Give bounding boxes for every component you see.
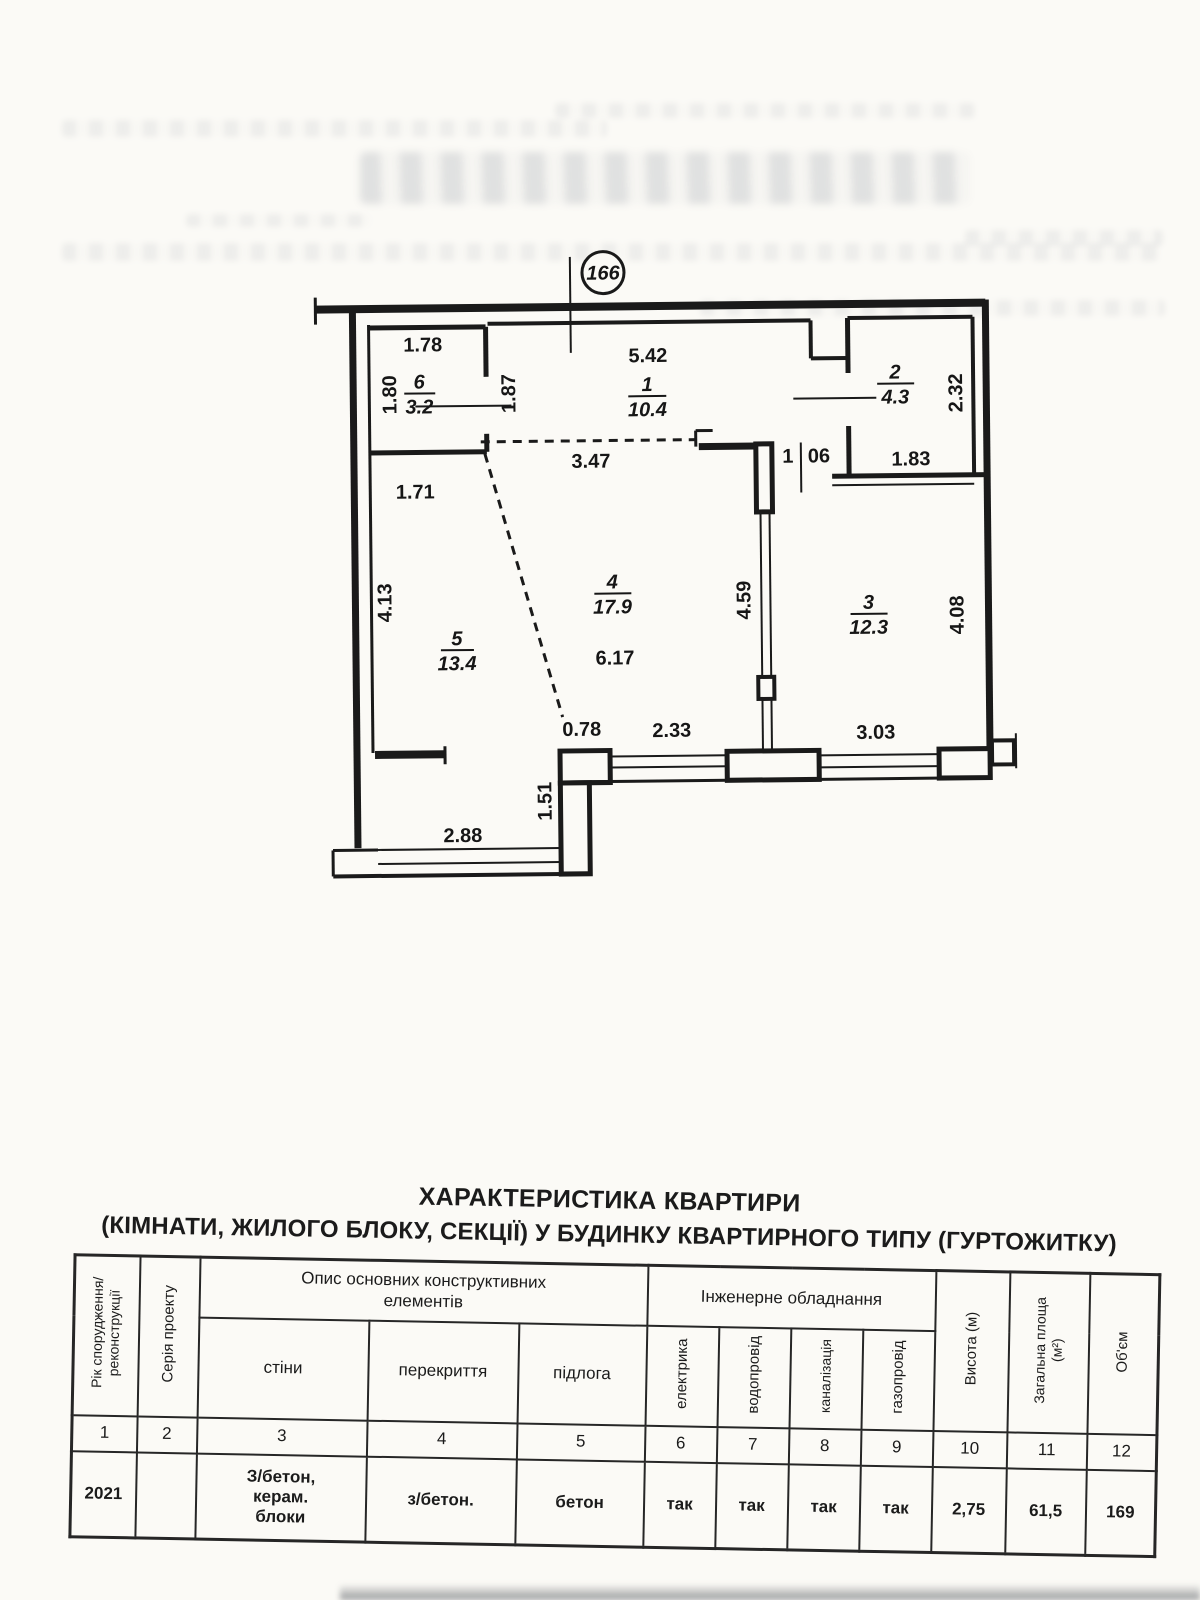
header-water: водопровід <box>717 1327 791 1428</box>
col-number-12: 12 <box>1086 1433 1157 1470</box>
dim-4-13: 4.13 <box>374 583 397 623</box>
col-number-6: 6 <box>644 1425 717 1462</box>
header-group-construction: Опис основних конструктивних елементів <box>199 1257 648 1325</box>
value-ceiling: з/бетон. <box>365 1456 517 1545</box>
room-1-area: 10.4 <box>627 398 668 422</box>
col-number-7: 7 <box>716 1427 789 1464</box>
header-year: Рік спорудження/ реконструкції <box>72 1255 140 1416</box>
dim-6-17: 6.17 <box>595 647 635 670</box>
room-4-area: 17.9 <box>592 596 633 619</box>
value-walls: З/бетон, керам. блоки <box>195 1453 367 1542</box>
dim-1-83: 1.83 <box>891 448 931 471</box>
value-sewer: так <box>787 1464 861 1551</box>
characteristics-section <box>53 1176 1159 1558</box>
dim-2-88: 2.88 <box>443 824 483 848</box>
characteristics-table <box>68 1253 1161 1558</box>
characteristics-title-line2: (КІМНАТИ, ЖИЛОГО БЛОКУ, СЕКЦІЇ) У БУДИНКУ КВАРТИРНОГО ТИПУ (ГУРТОЖИТКУ) <box>100 1211 1118 1258</box>
dim-0-78: 0.78 <box>562 718 602 742</box>
header-height: Висота (м) <box>933 1271 1010 1432</box>
section-mark-number: 166 <box>586 262 620 285</box>
room-6-area: 3.2 <box>405 396 434 419</box>
room-2-area: 4.3 <box>881 386 910 409</box>
room-4-number: 4 <box>606 571 618 594</box>
dim-4-08: 4.08 <box>946 595 969 635</box>
room-1-number: 1 <box>641 374 653 397</box>
header-electric: електрика <box>645 1325 719 1426</box>
room-2-number: 2 <box>889 361 901 384</box>
dim-1-06-frac: 06 <box>807 445 831 468</box>
characteristics-title-line1: ХАРАКТЕРИСТИКА КВАРТИРИ <box>418 1182 801 1218</box>
col-number-4: 4 <box>366 1420 517 1459</box>
value-water: так <box>715 1463 789 1550</box>
value-height: 2,75 <box>931 1467 1007 1554</box>
col-number-3: 3 <box>196 1417 367 1456</box>
scan-edge-shadow <box>340 1584 1200 1600</box>
room-fraction-bars <box>404 383 917 650</box>
dim-1-87: 1.87 <box>498 373 521 414</box>
room-5-area: 13.4 <box>437 652 477 676</box>
header-floor: підлога <box>517 1323 647 1425</box>
col-number-11: 11 <box>1006 1432 1087 1469</box>
col-number-9: 9 <box>860 1429 933 1466</box>
col-number-10: 10 <box>932 1431 1007 1468</box>
room-3-number: 3 <box>862 591 875 614</box>
value-floor: бетон <box>515 1459 645 1547</box>
value-year: 2021 <box>70 1451 137 1538</box>
header-sewer: каналізація <box>789 1328 863 1429</box>
dim-1-06-int: 1 <box>782 445 794 468</box>
dim-2-33: 2.33 <box>652 719 692 743</box>
value-volume: 169 <box>1085 1469 1157 1556</box>
dim-5-42: 5.42 <box>628 344 668 368</box>
dim-3-47: 3.47 <box>571 450 611 473</box>
dim-1-71: 1.71 <box>395 481 435 504</box>
dim-3-03: 3.03 <box>856 721 896 744</box>
header-total-area: Загальна площа (м²) <box>1007 1272 1090 1433</box>
dim-4-59: 4.59 <box>733 580 756 620</box>
room-5-number: 5 <box>451 628 463 651</box>
col-number-2: 2 <box>136 1416 197 1453</box>
header-volume: Об'єм <box>1087 1273 1160 1434</box>
value-gas: так <box>859 1465 933 1552</box>
header-ceiling: перекриття <box>367 1320 519 1423</box>
header-walls: стіни <box>197 1317 369 1420</box>
value-electric: так <box>643 1461 717 1548</box>
col-number-8: 8 <box>788 1428 861 1465</box>
dim-1-78: 1.78 <box>403 334 443 357</box>
value-area: 61,5 <box>1005 1468 1087 1555</box>
dim-2-32: 2.32 <box>945 373 968 413</box>
header-group-engineering: Інженерне обладнання <box>647 1265 936 1330</box>
room-6-number: 6 <box>413 371 425 394</box>
header-gas: газопровід <box>861 1329 935 1430</box>
value-series <box>135 1452 197 1539</box>
dim-1-80: 1.80 <box>379 375 402 415</box>
room-3-area: 12.3 <box>849 616 889 640</box>
dim-1-51: 1.51 <box>534 781 557 821</box>
header-series: Серія проекту <box>137 1256 200 1417</box>
col-number-1: 1 <box>71 1415 137 1452</box>
col-number-5: 5 <box>516 1423 645 1461</box>
